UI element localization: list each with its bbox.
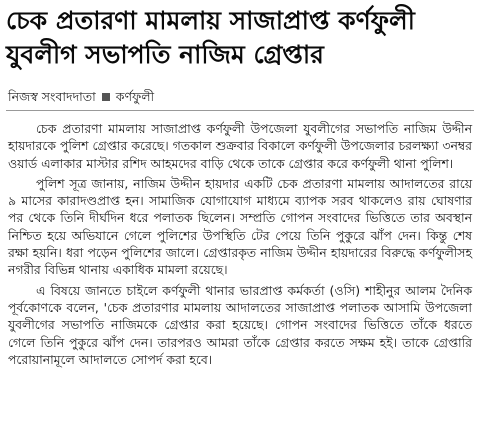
reporter-credit: নিজস্ব সংবাদদাতা — [8, 89, 96, 104]
paragraph-1: চেক প্রতারণা মামলায় সাজাপ্রাপ্ত কর্ণফুলী উপজেলা যুবলীগের সভাপতি নাজিম উদ্দীন হায়দারকে পুলিশ গ্রেপ্তার করেছে। গতকাল শুক্রবার বিকালে কর্ণফুলী উপজেলার চরলক্ষ্যা ৩নম্বর ওয়ার্ড এলাকার মাস্টার রশিদ আহমদের বাড়ি থেকে তাকে গ্রেপ্তার করে কর্ণফুলী থানা পুলিশ। — [8, 121, 472, 171]
paragraph-3: এ বিষয়ে জানতে চাইলে কর্ণফুলী থানার ভারপ্রাপ্ত কর্মকর্তা (ওসি) শাহীনুর আলম দৈনিক পূর্বকোণকে বলেন, 'চেক প্রতারণার মামলায় আদালতের সাজাপ্রাপ্ত পলাতক আসামি উপজেলা যুবলীগের সভাপতি নাজিমকে গ্রেপ্তার করা হয়েছে। গোপন সংবাদের ভিত্তিতে তাঁকে ধরতে গেলে তিনি পুকুরে ঝাঁপ দেন। তারপরও আমরা তাঁকে গ্রেপ্তার করতে সক্ষম হই। তাকে গ্রেপ্তারি পরোয়ানামূলে আদালতে সোপর্দ করা হবে। — [8, 282, 472, 367]
dateline-location: কর্ণফুলী — [115, 89, 155, 104]
paragraph-2: পুলিশ সূত্র জানায়, নাজিম উদ্দীন হায়দার একটি চেক প্রতারণা মামলায় আদালতের রায়ে ৯ মাসের কারাদণ্ডপ্রাপ্ত হন। সামাজিক যোগাযোগ মাধ্যমে ব্যাপক সরব থাকলেও রায় ঘোষণার পর থেকে তিনি দীর্ঘদিন ধরে পলাতক ছিলেন। সম্প্রতি গোপন সংবাদের ভিত্তিতে তার অবস্থান নিশ্চিত হয়ে অভিযানে গেলে পুলিশের উপস্থিতি টের পেয়ে তিনি পুকুরে ঝাঁপ দেন। কিন্তু শেষ রক্ষা হয়নি। ধরা পড়েন পুলিশের জালে। গ্রেপ্তারকৃত নাজিম উদ্দীন হায়দারের বিরুদ্ধে কর্ণফুলীসহ নগরীর বিভিন্ন থানায় একাধিক মামলা রয়েছে। — [8, 175, 472, 278]
byline-separator-square — [102, 93, 110, 101]
article-body — [8, 120, 472, 368]
byline — [8, 88, 474, 106]
byline-divider — [6, 110, 474, 111]
headline: চেক প্রতারণা মামলায় সাজাপ্রাপ্ত কর্ণফুলী যুবলীগ সভাপতি নাজিম গ্রেপ্তার — [6, 6, 415, 69]
